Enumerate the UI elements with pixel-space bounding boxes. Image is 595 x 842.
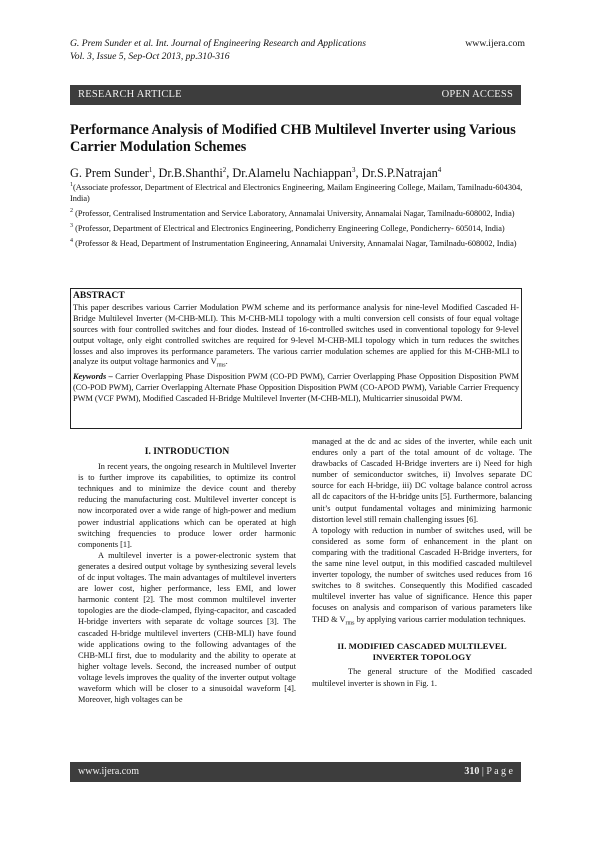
keywords (73, 372, 519, 405)
keywords-label: Keywords – (73, 372, 113, 381)
affiliation-item (70, 206, 525, 219)
journal-line-2: Vol. 3, Issue 5, Sep-Oct 2013, pp.310-316 (70, 50, 230, 62)
affiliation-mark: 4 (70, 238, 73, 245)
affiliation-mark: 1 (70, 182, 73, 188)
open-access-label: OPEN ACCESS (441, 89, 513, 100)
paragraph-text-end: by applying various carrier modulation techniques. (354, 614, 526, 624)
author-list (70, 166, 441, 181)
rms-subscript: rms (216, 363, 226, 370)
affiliation-mark: 3 (70, 223, 73, 230)
paper-title: Performance Analysis of Modified CHB Multilevel Inverter using Various Carrier Modulation Schemes (70, 122, 516, 155)
author-affil-mark: 4 (437, 166, 442, 174)
author-name: , Dr.B.Shanthi (152, 166, 223, 181)
keywords-text: Carrier Overlapping Phase Disposition PWM (CO-PD PWM), Carrier Overlapping Phase Opposition Disposition PWM (CO-POD PWM), Carrier Overlapping Alternate Phase Opposition Disposition PWM (CO-APOD PWM), Variable Carrier Frequency PWM (VCF PWM), Modified Cascaded H-Bridge Multilevel Inverter (M-CHB-MLI), Multicarrier sinusoidal PWM. (73, 372, 519, 403)
author-affil-mark: 3 (351, 166, 356, 174)
abstract-text: This paper describes various Carrier Modulation PWM scheme and its performance analysis for nine-level Modified Cascaded H-Bridge Multilevel Inverter (M-CHB-MLI). This M-CHB-MLI topology with a multi conversion cell consists of four equal voltage sources with four controlled switches and four diodes. Instead of 16-controlled switches used in conventional topology for 9-level output voltage, only eight controlled switches are required for 9-level M-CHB-MLI topology which in turn reduces the switches losses and also improves its performance parameters. The various carrier modulation schemes are applied for this M-CHB-MLI to analyze its output voltage harmonics and V (73, 302, 519, 367)
left-column (78, 445, 296, 705)
affiliation-text: (Professor, Centralised Instrumentation and Service Laboratory, Annamalai University, Annamalai Nagar, Tamilnadu-608002, India) (73, 208, 515, 218)
affiliation-text: (Professor, Department of Electrical and Electronics Engineering, Pondicherry Engineering College, Pondicherry- 605014, India) (73, 223, 505, 233)
journal-website[interactable]: www.ijera.com (465, 38, 525, 49)
running-header (70, 38, 366, 63)
affiliation-item (70, 221, 525, 234)
research-article-label: RESEARCH ARTICLE (78, 89, 182, 100)
page-label: | P a g e (479, 766, 513, 777)
affiliation-text: (Associate professor, Department of Electrical and Electronics Engineering, Mailam Engineering College, Mailam, Tamilnadu-604304, India) (70, 182, 523, 203)
section-heading-introduction: I. INTRODUCTION (144, 447, 230, 457)
affiliation-list (70, 180, 525, 251)
page-footer (70, 762, 521, 782)
page-number (464, 766, 513, 777)
rms-subscript: rms (345, 620, 355, 627)
section-heading-topology (312, 641, 532, 663)
affiliation-item (70, 180, 525, 204)
page-number-value: 310 (464, 766, 480, 777)
paragraph: The general structure of the Modified cascaded multilevel inverter is shown in Fig. 1. (312, 667, 532, 688)
affiliation-text: (Professor & Head, Department of Instrumentation Engineering, Annamalai University, Annamalai Nagar, Tamilnadu-608002, India) (73, 238, 517, 248)
author-name: , Dr.Alamelu Nachiappan (226, 166, 352, 181)
section-heading-line: MODIFIED CASCADED MULTILEVEL (348, 641, 507, 652)
paragraph: In recent years, the ongoing research in Multilevel Inverter is to further improve its capabilities, to optimize its control techniques and to minimize the device count and thereby reducing the manufacturing cost. Multilevel inverter concept is now incorporated over a wide range of high-power and medium power industrial applications which can be operated at high switching frequencies to produce lower order harmonic components [1]. (78, 462, 296, 549)
paragraph: managed at the dc and ac sides of the inverter, while each unit endures only a part of the total amount of dc voltage. The drawbacks of Cascaded H-Bridge inverters are i) Need for high number of semiconductor switches, ii) Involves separate DC source for each H-bridge, iii) DC voltage balance control across all dc capacitors of the H-bridge units [5]. Furthermore, balancing unit’s output fundamental voltages and minimizing harmonic distortion level still remain challenging issues [6]. (312, 437, 532, 524)
author-affil-mark: 2 (222, 166, 227, 174)
footer-website[interactable]: www.ijera.com (78, 766, 139, 777)
right-column (312, 436, 532, 689)
abstract-heading: ABSTRACT (73, 291, 125, 301)
paragraph-text: A topology with reduction in number of switches used, will be considered as some form of enhancement in the plant on comparing with the traditional Cascaded H-Bridge inverters, for the same nine level output, in this modified cascaded multilevel inverter topology, the number of switches used reduces from 16 switches to 8 switches. Consequently this Modified cascaded multilevel inverter has value of significance. Hence this paper focuses on analysis and comparison of various parameters like THD & V (312, 525, 532, 624)
paragraph (312, 525, 532, 630)
abstract-text-end: . (225, 357, 228, 367)
author-affil-mark: 1 (148, 166, 153, 174)
section-heading-line: INVERTER TOPOLOGY (372, 652, 472, 663)
affiliation-item (70, 236, 525, 249)
abstract-box (70, 288, 522, 429)
abstract-body (73, 303, 519, 372)
journal-line-1: G. Prem Sunder et al. Int. Journal of Engineering Research and Applications (70, 38, 366, 49)
article-type-banner (70, 85, 521, 105)
section-number: II. (337, 641, 347, 652)
author-name: G. Prem Sunder (70, 166, 149, 181)
affiliation-mark: 2 (70, 208, 73, 215)
author-name: , Dr.S.P.Natrajan (355, 166, 438, 181)
paragraph: A multilevel inverter is a power-electronic system that generates a desired output voltage by synthesizing several levels of dc input voltages. The main advantages of multilevel inverters are lower cost, higher performance, less EMI, and lower harmonic content [2]. The most common multilevel inverter topologies are the diode-clamped, flying-capacitor, and cascaded H-bridge inverters with separate dc voltage sources [3]. The cascaded H-bridge multilevel inverters (CHB-MLI) have found wide applications owing to the following advantages of the CHB-MLI first, due to modularity and the ability to operate at higher voltage levels. Second, the increased number of output voltage levels improves the quality of the inverter output voltage waveform which will be closer to a sinusoidal waveform [4]. Moreover, high voltages can be (78, 550, 296, 705)
